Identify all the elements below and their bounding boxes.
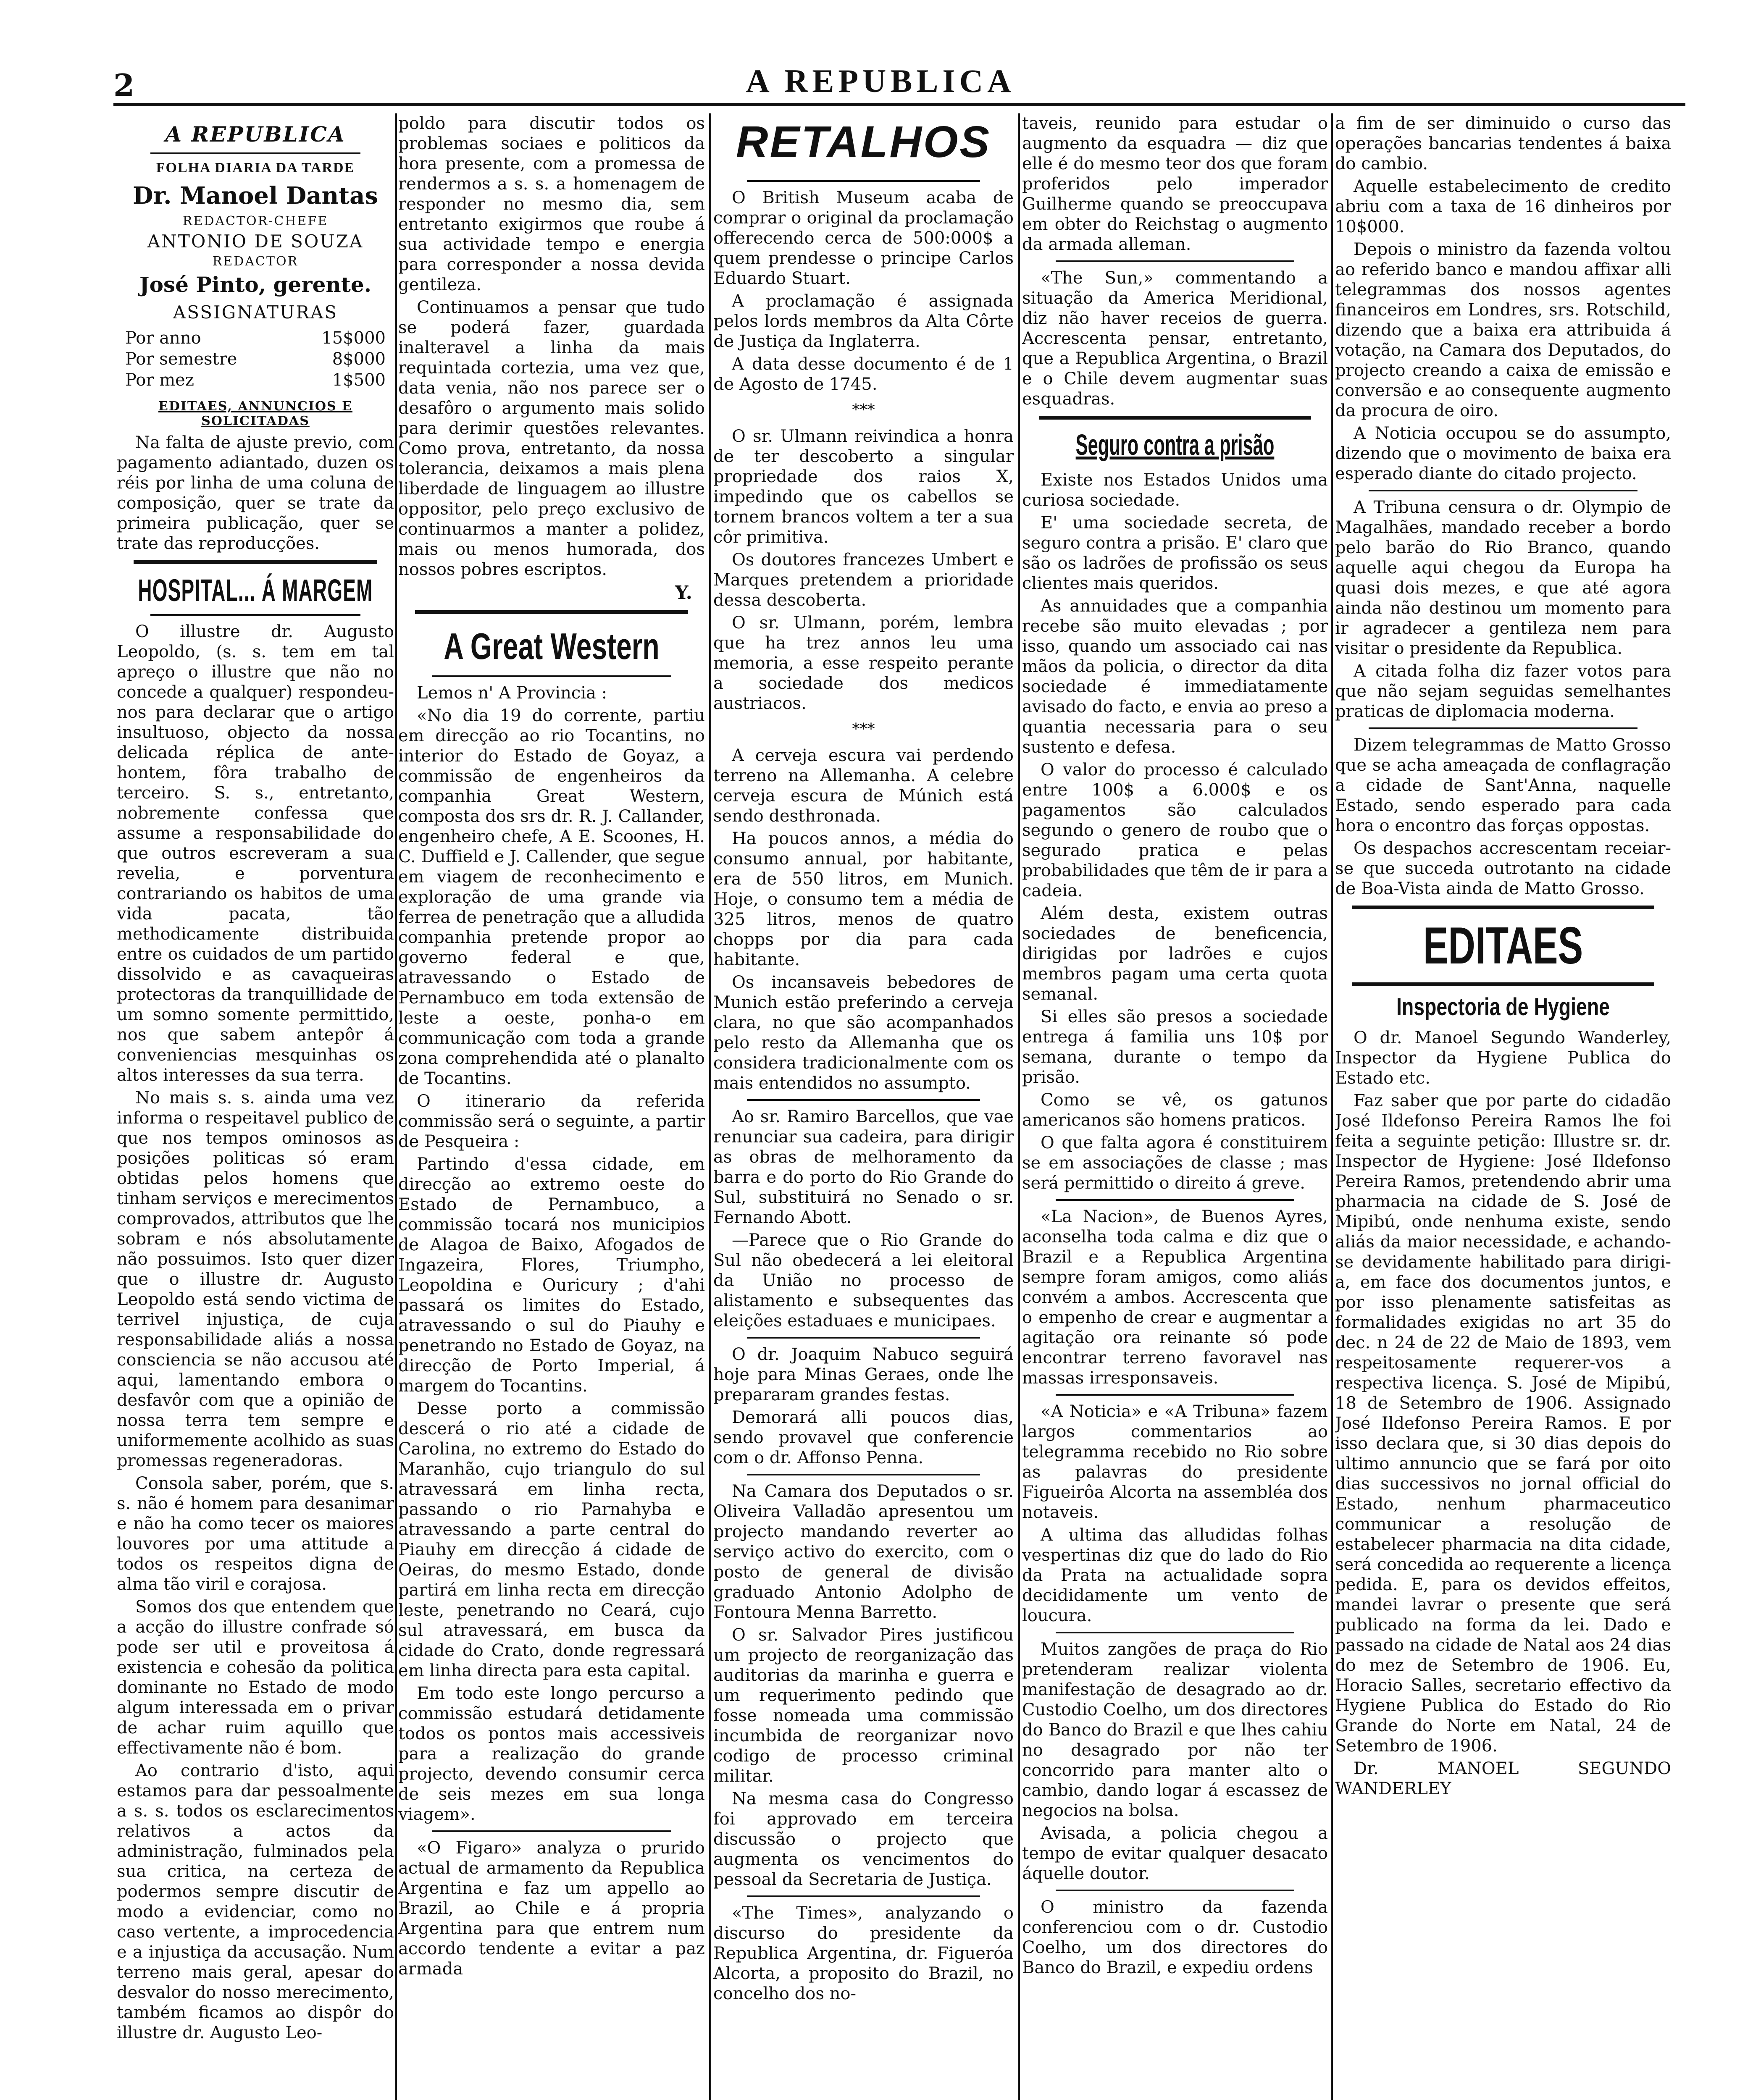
- price-value: 15$000: [321, 328, 386, 348]
- separator: [134, 560, 377, 564]
- separator: [747, 1337, 980, 1339]
- separator: [1369, 727, 1637, 729]
- price-row: [117, 349, 394, 370]
- price-row: [117, 370, 394, 391]
- column-rule: [395, 113, 397, 2100]
- gerente-name: José Pinto, gerente.: [139, 272, 372, 297]
- article-paragraph: Existe nos Estados Unidos uma curiosa sociedade.: [1022, 470, 1328, 510]
- article-paragraph: «The Times», analyzando o discurso do presidente da Republica Argentina, dr. Figueróa Alcorta, a proposito do Brazil, no concelho dos no-: [713, 1903, 1014, 2003]
- article-paragraph: Depois o ministro da fazenda voltou ao referido banco e mandou affixar alli telegrammas dos nossos agentes financeiros em Londres, srs. Rotschild, dizendo que a baixa era attribuida á votação, na Camara dos Deputados, do projecto creando a caixa de emissão e conversão e ao consequente augmento da procura de oiro.: [1335, 240, 1671, 420]
- article-paragraph: Os doutores francezes Umbert e Marques pretendem a prioridade dessa descoberta.: [713, 550, 1014, 610]
- folha-diaria: FOLHA DIARIA DA TARDE: [156, 160, 355, 176]
- header-rule: [113, 103, 1685, 106]
- price-label: Por anno: [125, 328, 201, 348]
- column-5: [1335, 113, 1671, 2100]
- article-paragraph: poldo para discutir todos os problemas sociaes e politicos da hora presente, com a promessa de rendermos a s. s. a homenagem de responder no mesmo dia, sem entretanto exigirmos que roube á sua actividade tempo e energia para corresponder a nossa devida gentileza.: [398, 114, 705, 294]
- article-paragraph: A citada folha diz fazer votos para que não sejam seguidas semelhantes praticas de diplomacia moderna.: [1335, 662, 1671, 721]
- article-paragraph: Consola saber, porém, que s. s. não é homem para desanimar e não ha como tecer os maiores louvores por uma attitude a todos os respeitos digna de alma tão viril e corajosa.: [117, 1474, 394, 1594]
- hospital-title: HOSPITAL... Á MARGEM: [138, 573, 373, 608]
- separator: [1056, 1890, 1294, 1891]
- article-paragraph: «O Figaro» analyza o prurido actual de armamento da Republica Argentina e faz um appello ao Brazil, ao Chile e á propria Argentina para que entrem num accordo tendente a evitar a paz armada: [398, 1838, 705, 1979]
- separator: [150, 152, 360, 154]
- article-paragraph: A Tribuna censura o dr. Olympio de Magalhães, mandado receber a bordo pelo barão do Rio Branco, quando aquelle aqui chegou da Europa ha quasi dois mezes, e que até agora ainda não destinou um momento para ir agradecer a gentileza nem para visitar o presidente da Republica.: [1335, 498, 1671, 658]
- article-paragraph: Muitos zangões de praça do Rio pretenderam realizar violenta manifestação de desagrado ao dr. Custodio Coelho, um dos directores do Banco do Brazil e que lhes cahiu no desagrado por não ter concorrido para manter alto o cambio, dando logar á escassez de negocios na bolsa.: [1022, 1640, 1328, 1820]
- column-1: [117, 113, 394, 2100]
- article-paragraph: Faz saber que por parte do cidadão José Ildefonso Pereira Ramos lhe foi feita a seguinte petição: Illustre sr. dr. Inspector de Hygiene: José Ildefonso Pereira Ramos, pretendendo abrir uma pharmacia na cidade de S. José de Mipibú, onde nenhuma existe, sendo aliás da maior necessidade, e achando-se devidamente habilitado para dirigi-a, em face dos documentos juntos, e por isso plenamente satisfeitas as formalidades exigidas no art 35 do dec. n 24 de 22 de Maio de 1893, vem respeitosamente requerer-vos a respectiva licença. S. José de Mipibú, 18 de Setembro de 1906. Assignado José Ildefonso Pereira Ramos. E por isso declara que, si 30 dias depois do ultimo annuncio que se fará por oito dias successivos no jornal official do Estado, nenhum pharmaceutico communicar a resolução de estabelecer pharmacia na dita cidade, será concedida ao requerente a licença pedida. E, para os devidos effeitos, mandei lavrar o presente que será publicado na forma da lei. Dado e passado na cidade de Natal aos 24 dias do mez de Setembro de 1906. Eu, Horacio Salles, secretario effectivo da Hygiene Publica do Estado do Rio Grande do Norte em Natal, 24 de Setembro de 1906.: [1335, 1091, 1671, 1756]
- article-paragraph: O dr. Manoel Segundo Wanderley, Inspector da Hygiene Publica do Estado etc.: [1335, 1028, 1671, 1088]
- article-paragraph: Os despachos accrescentam receiar-se que succeda outrotanto na cidade de Boa-Vista ainda de Matto Grosso.: [1335, 839, 1671, 898]
- separator: [432, 1830, 671, 1832]
- article-paragraph: Si elles são presos a sociedade entrega á familia uns 10$ por semana, durante o tempo da prisão.: [1022, 1007, 1328, 1087]
- article-paragraph: Continuamos a pensar que tudo se poderá fazer, guardada inalteravel a linha da mais requintada cortezia, uma vez que, data venia, não nos parece ser o desafôro o argumento mais solido para derimir questões relevantes. Como prova, entretanto, da nossa tolerancia, deixamos a mais plena liberdade de linguagem ao illustre oppositor, pelo preço exclusivo de continuarmos a manter a polidez, mais ou menos humorada, dos nossos pobres escriptos.: [398, 298, 705, 579]
- article-paragraph: —Parece que o Rio Grande do Sul não obedecerá a lei eleitoral da União no processo de alistamento e subsequentes das eleições estaduaes e municipaes.: [713, 1231, 1014, 1331]
- article-paragraph: Ha poucos annos, a média do consumo annual, por habitante, era de 550 litros, em Munich. Hoje, o consumo tem a média de 325 litros, menos de quatro chopps por dia para cada habitante.: [713, 829, 1014, 969]
- price-value: 8$000: [332, 349, 386, 369]
- separator: [150, 614, 360, 616]
- signature: Y.: [675, 582, 692, 604]
- article-paragraph: O ministro da fazenda conferenciou com o dr. Custodio Coelho, um dos directores do Banco do Brazil, e expediu ordens: [1022, 1898, 1328, 1977]
- article-paragraph: A proclamação é assignada pelos lords membros da Alta Côrte de Justiça da Inglaterra.: [713, 291, 1014, 351]
- editaes-heading: EDITAES, ANNUNCIOS E SOLICITADAS: [158, 399, 352, 428]
- article-paragraph: «No dia 19 do corrente, partiu em direcção ao rio Tocantins, no interior do Estado de Goyaz, a commissão de engenheiros da companhia Great Western, composta dos srs dr. R. J. Callander, engenheiro chefe, A E. Scoones, H. C. Duffield e J. Callender, que segue em viagem de reconhecimento e exploração de uma grande via ferrea de penetração que a alludida companhia pretende propor ao governo federal e que, atravessando o Estado de Pernambuco em toda extensão de leste a oeste, ponha-o em communicação com toda a grande zona comprehendida até o planalto de Tocantins.: [398, 706, 705, 1088]
- column-rule: [1018, 113, 1020, 2100]
- article-paragraph: A cerveja escura vai perdendo terreno na Allemanha. A celebre cerveja escura de Múnich está sendo desthronada.: [713, 746, 1014, 826]
- article-paragraph: A ultima das alludidas folhas vespertinas diz que do lado do Rio da Prata na actualidade sopra decididamente um vento de loucura.: [1022, 1525, 1328, 1625]
- separator: [1056, 1632, 1294, 1633]
- article-paragraph: Dizem telegrammas de Matto Grosso que se acha ameaçada de conflagração a cidade de Sant'Anna, naquelle Estado, sendo esperado para cada hora o encontro das forças oppostas.: [1335, 735, 1671, 835]
- editaes-title: EDITAES: [1423, 917, 1583, 975]
- article-paragraph: «The Sun,» commentando a situação da America Meridional, diz não haver receios de guerra. Accrescenta pensar, entretanto, que a Republica Argentina, o Brazil e o Chile devem augmentar suas esquadras.: [1022, 268, 1328, 409]
- article-paragraph: O dr. Joaquim Nabuco seguirá hoje para Minas Geraes, onde lhe prepararam grandes festas.: [713, 1345, 1014, 1404]
- editaes-text: Na falta de ajuste previo, com pagamento adiantado, duzen os réis por linha de uma coluna de composição, quer se trate da primeira publicação, quer se trate das reproducções.: [117, 433, 394, 553]
- article-paragraph: A data desse documento é de 1 de Agosto de 1745.: [713, 354, 1014, 394]
- article-paragraph: As annuidades que a companhia recebe são muito elevadas ; por isso, quando um associado cai nas mãos da policia, o director da dita sociedade é immediatamente avisado do facto, e envia ao preso a quantia necessaria para o seu sustento e defesa.: [1022, 596, 1328, 757]
- assignaturas-heading: ASSIGNATURAS: [173, 302, 338, 323]
- price-label: Por mez: [125, 370, 194, 390]
- article-paragraph: E' uma sociedade secreta, de seguro contra a prisão. E' claro que são os ladrões de profissão os seus clientes mais queridos.: [1022, 513, 1328, 593]
- article-paragraph: Além desta, existem outras sociedades de beneficencia, dirigidas por ladrões e cujos membros pagam uma certa quota semanal.: [1022, 904, 1328, 1004]
- separator: [1352, 906, 1654, 909]
- article-paragraph: Demorará alli poucos dias, sendo provavel que conferencie com o dr. Affonso Penna.: [713, 1408, 1014, 1467]
- article-paragraph: No mais s. s. ainda uma vez informa o respeitavel publico de que nos tempos ominosos as posições politicas só eram obtidas pelos homens que tinham serviços e merecimentos comprovados, attributos que lhe sobram e nós absolutamente não possuimos. Isto quer dizer que o illustre dr. Augusto Leopoldo está sendo victima de terrivel injustiça, de cuja responsabilidade aliás a nossa consciencia se não accusou até aqui, lamentando embora o desfavôr com que a opinião de nossa terra tem sempre e uniformemente acolhido as suas promessas regeneradoras.: [117, 1088, 394, 1470]
- separator: [1056, 260, 1294, 262]
- column-rule: [709, 113, 711, 2100]
- separator: [432, 675, 671, 677]
- column-rule: [1331, 113, 1333, 2100]
- article-paragraph: Avisada, a policia chegou a tempo de evitar qualquer desacato áquelle doutor.: [1022, 1824, 1328, 1883]
- article-paragraph: O que falta agora é constituirem se em associações de classe ; mas será permittido o direito á greve.: [1022, 1133, 1328, 1193]
- price-value: 1$500: [332, 370, 386, 390]
- article-paragraph: Aquelle estabelecimento de credito abriu com a taxa de 16 dinheiros por 10$000.: [1335, 177, 1671, 236]
- article-paragraph: Ao sr. Ramiro Barcellos, que vae renunciar sua cadeira, para dirigir as obras de melhoramento da barra e do porto do Rio Grande do Sul, substituirá no Senado o sr. Fernando Abott.: [713, 1107, 1014, 1227]
- retalhos-title: RETALHOS: [736, 117, 991, 167]
- article-paragraph: a fim de ser diminuido o curso das operações bancarias tendentes á baixa do cambio.: [1335, 114, 1671, 173]
- price-label: Por semestre: [125, 349, 237, 369]
- article-paragraph: Em todo este longo percurso a commissão estudará detidamente todos os pontos mais accessiveis para a realização do grande projecto, devendo consumir cerca de seis mezes em sua longa viagem».: [398, 1684, 705, 1824]
- article-paragraph: Na Camara dos Deputados o sr. Oliveira Valladão apresentou um projecto mandando reverter ao serviço activo do exercito, com o posto de general de divisão graduado Antonio Adolpho de Fontoura Menna Barretto.: [713, 1482, 1014, 1622]
- seguro-title: Seguro contra a prisão: [1075, 428, 1275, 461]
- asterism: ***: [852, 402, 875, 419]
- separator: [1056, 1199, 1294, 1201]
- article-paragraph: O British Museum acaba de comprar o original da proclamação offerecendo cerca de 500:000$ a quem prendesse o principe Carlos Eduardo Stuart.: [713, 188, 1014, 288]
- separator: [747, 180, 980, 182]
- article-paragraph: O valor do processo é calculado entre 100$ a 6.000$ e os pagamentos são calculados segundo o genero de roubo que o segurado pratica e pelas probabilidades que têm de ir para a cadeia.: [1022, 760, 1328, 900]
- separator: [1369, 490, 1637, 491]
- article-paragraph: O illustre dr. Augusto Leopoldo, (s. s. tem em tal apreço o illustre que não no concede a qualquer) respondeu-nos para declarar que o artigo insultuoso, objecto da nossa delicada réplica de ante-hontem, fôra trabalho de terceiro. S. s., entretanto, nobremente confessa que assume a responsabilidade do que outros escreveram a sua revelia, e porventura contrariando os habitos de uma vida pacata, tão methodicamente distribuida entre os cuidados de um partido dissolvido e as cavaqueiras protectoras da tranquillidade de um somno somente permittido, nos que sabem antepôr á conveniencias mesquinhas os altos interesses da sua terra.: [117, 622, 394, 1085]
- article-paragraph: «A Noticia» e «A Tribuna» fazem largos commentarios ao telegramma recebido no Rio sobre as palavras do presidente Figueirôa Alcorta na assembléa dos notaveis.: [1022, 1402, 1328, 1522]
- article-paragraph: «La Nacion», de Buenos Ayres, aconselha toda calma e diz que o Brazil e a Republica Argentina sempre foram amigos, como aliás convém a ambos. Accrescenta que o empenho de crear e augmentar a agitação ora reinante só pode encontrar terreno favoravel nas massas irresponsaveis.: [1022, 1207, 1328, 1388]
- article-paragraph: Partindo d'essa cidade, em direcção ao extremo oeste do Estado de Pernambuco, a commissão tocará nos municipios de Alagoa de Baixo, Afogados de Ingazeira, Flores, Triumpho, Leopoldina e Ouricury ; d'ahi passará os limites do Estado, atravessando o sul do Piauhy e penetrando no Estado de Goyaz, na direcção de Porto Imperial, á margem do Tocantins.: [398, 1155, 705, 1396]
- article-paragraph: Somos dos que entendem que a acção do illustre confrade só pode ser util e proveitosa á existencia e cohesão da politica dominante no Estado de modo algum interessada em o privar de achar ruim aquillo que effectivamente não é bom.: [117, 1597, 394, 1758]
- price-row: [117, 328, 394, 349]
- separator: [1352, 982, 1654, 986]
- article-paragraph: O sr. Ulmann, porém, lembra que ha trez annos leu uma memoria, a esse respeito perante a sociedade dos medicos austriacos.: [713, 613, 1014, 713]
- article-paragraph: A Noticia occupou se do assumpto, dizendo que o movimento de baixa era esperado diante do citado projecto.: [1335, 424, 1671, 483]
- separator: [747, 1099, 980, 1101]
- separator: [415, 610, 688, 614]
- article-paragraph: Os incansaveis bebedores de Munich estão preferindo a cerveja clara, no que são acompanhados pelo resto da Allemanha que os considera tradicionalmente com os mais entendidos no assumpto.: [713, 973, 1014, 1093]
- column-3: [713, 113, 1014, 2100]
- redactor-role: REDACTOR: [212, 254, 299, 269]
- article-paragraph: O sr. Salvador Pires justificou um projecto de reorganização das auditorias da marinha e guerra e um requerimento pedindo que fosse nomeada uma commissão incumbida de reorganizar novo codigo de processo criminal militar.: [713, 1625, 1014, 1786]
- article-paragraph: Como se vê, os gatunos americanos são homens praticos.: [1022, 1090, 1328, 1130]
- director-role: REDACTOR-CHEFE: [182, 214, 329, 228]
- column-2: [398, 113, 705, 2100]
- director-name: Dr. Manoel Dantas: [133, 182, 378, 210]
- article-paragraph: Ao contrario d'isto, aqui estamos para dar pessoalmente a s. s. todos os esclarecimentos relativos a actos da administração, fulminados pela sua critica, na certeza de podermos sempre discutir de modo a evidenciar, como no caso vertente, a improcedencia e a injustiça da accusação. Num terreno mais geral, apesar do desvalor do nosso merecimento, também ficamos ao dispôr do illustre dr. Augusto Leo-: [117, 1761, 394, 2042]
- asterism: ***: [852, 721, 875, 738]
- column-4: [1022, 113, 1328, 2100]
- redactor-name: ANTONIO DE SOUZA: [147, 231, 364, 252]
- article-paragraph: taveis, reunido para estudar o augmento da esquadra — diz que elle é do mesmo teor dos que foram proferidos pelo imperador Guilherme quando se preoccupava em obter do Reichstag o augmento da armada alleman.: [1022, 114, 1328, 254]
- paper-name: A REPUBLICA: [165, 122, 346, 147]
- separator: [747, 1474, 980, 1475]
- article-paragraph: Lemos n' A Provincia :: [417, 683, 607, 703]
- article-paragraph: Desse porto a commissão descerá o rio até a cidade de Carolina, no extremo do Estado do Maranhão, cujo triangulo do sul atravessará em linha recta, passando o rio Parnahyba e atravessando a parte central do Piauhy em direcção á cidade de Oeiras, do mesmo Estado, donde partirá em linha recta em direcção leste, penetrando no Ceará, cujo sul atravessará, em busca da cidade do Crato, donde regressará em linha directa para esta capital.: [398, 1399, 705, 1680]
- separator: [747, 1895, 980, 1897]
- great-western-title: A Great Western: [444, 625, 660, 667]
- separator: [1056, 1394, 1294, 1396]
- masthead-title: A REPUBLICA: [746, 63, 1015, 99]
- inspectoria-title: Inspectoria de Hygiene: [1396, 993, 1610, 1021]
- article-paragraph: O itinerario da referida commissão será o seguinte, a partir de Pesqueira :: [398, 1092, 705, 1151]
- article-paragraph: Na mesma casa do Congresso foi approvado em terceira discussão o projecto que augmenta os vencimentos do pessoal da Secretaria de Justiça.: [713, 1789, 1014, 1889]
- separator: [1039, 416, 1311, 420]
- article-paragraph: O sr. Ulmann reivindica a honra de ter descoberto a singular propriedade dos raios X, impedindo que os cabellos se tornem brancos voltem a ter a sua côr primitiva.: [713, 427, 1014, 547]
- page-number: 2: [113, 67, 135, 103]
- edict-signature: Dr. MANOEL SEGUNDO WANDERLEY: [1335, 1759, 1671, 1798]
